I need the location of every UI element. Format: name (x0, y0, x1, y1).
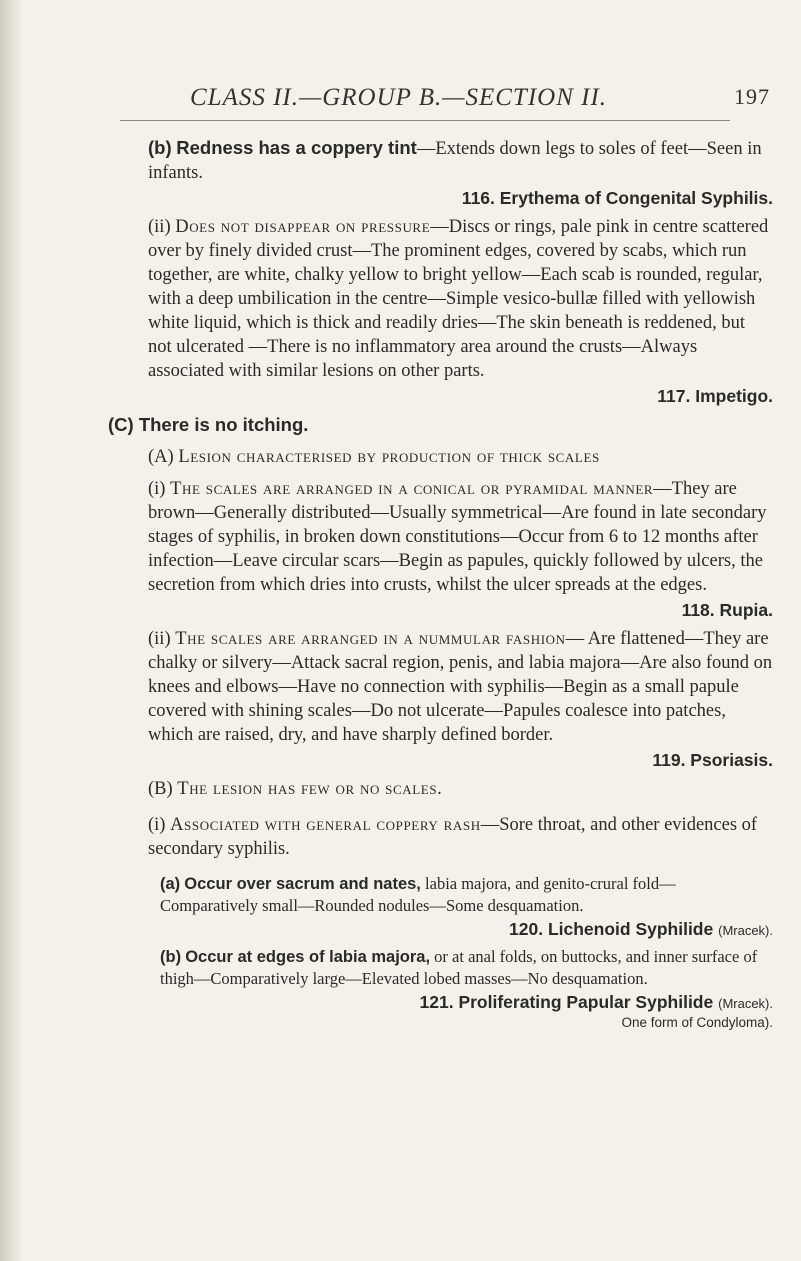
section-c-heading: (C) There is no itching. (108, 414, 309, 435)
entry-121-note: One form of Condyloma). (621, 1015, 773, 1030)
paragraph-ii-nummular: (ii) The scales are arranged in a nummular fashion— Are flattened—They are chalky or silvery—Attack sacral region, penis, and labia majora—Are also found on knees and elbows—Have no connection with syphilis—Begin as a small papule covered with shining scales—Do not ulcerate—Papules coalesce into patches, which are raised, dry, and have sharply defined border. (148, 629, 773, 745)
running-header (190, 84, 770, 112)
subsection-b-heading: (B) The lesion has few or no scales. (148, 779, 443, 799)
entry-title-120: 120. Lichenoid Syphilide (Mracek). (509, 919, 773, 939)
entry-title-118: 118. Rupia. (681, 600, 773, 620)
page-body (108, 136, 773, 1030)
header-rule (120, 120, 730, 121)
paragraph-i-associated: (i) Associated with general coppery rash—Sore throat, and other evidences of secondary syphilis. (148, 815, 758, 859)
paragraph-ii-disc: (ii) Does not disappear on pressure—Discs or rings, pale pink in centre scattered over by finely divided crust—The prominent edges, covered by scabs, which run together, are white, chalky yellow to bright yellow—Each scab is rounded, regular, with a deep umbilication in the centre—Simple vesico-bullæ filled with yellowish white liquid, which is thick and readily dries—The skin beneath is reddened, but not ulcerated —There is no inflammatory area around the crusts—Always associated with similar lesions on other parts. (148, 217, 769, 381)
subsection-a-heading: (A) Lesion characterised by production of thick scales (148, 447, 600, 467)
entry-title-116: 116. Erythema of Congenital Syphilis. (461, 188, 773, 208)
binding-shadow (0, 0, 22, 1261)
paragraph-i-conical: (i) The scales are arranged in a conical or pyramidal manner—They are brown—Generally distributed—Usually symmetrical—Are found in late secondary stages of syphilis, in broken down constitutions—Occur from 6 to 12 months after infection—Leave circular scars—Begin as papules, quickly followed by ulcers, the secretion from which dries into crusts, whilst the ulcer spreads at the edges. (148, 479, 767, 595)
running-title: CLASS II.—GROUP B.—SECTION II. (190, 84, 608, 111)
paragraph-a-sacrum: (a) Occur over sacrum and nates, labia majora, and genito-crural fold—Comparatively small—Rounded nodules—Some desquamation. (160, 874, 676, 915)
paragraph-b-redness: (b) Redness has a coppery tint—Extends down legs to soles of feet—Seen in infants. (148, 137, 762, 183)
paragraph-b-labia: (b) Occur at edges of labia majora, or at anal folds, on buttocks, and inner surface of thigh—Comparatively large—Elevated lobed masses—No desquamation. (160, 947, 758, 988)
entry-title-119: 119. Psoriasis. (652, 750, 773, 770)
page-number: 197 (734, 84, 770, 109)
entry-title-117: 117. Impetigo. (657, 386, 773, 406)
entry-title-121: 121. Proliferating Papular Syphilide (Mracek). (419, 992, 773, 1012)
